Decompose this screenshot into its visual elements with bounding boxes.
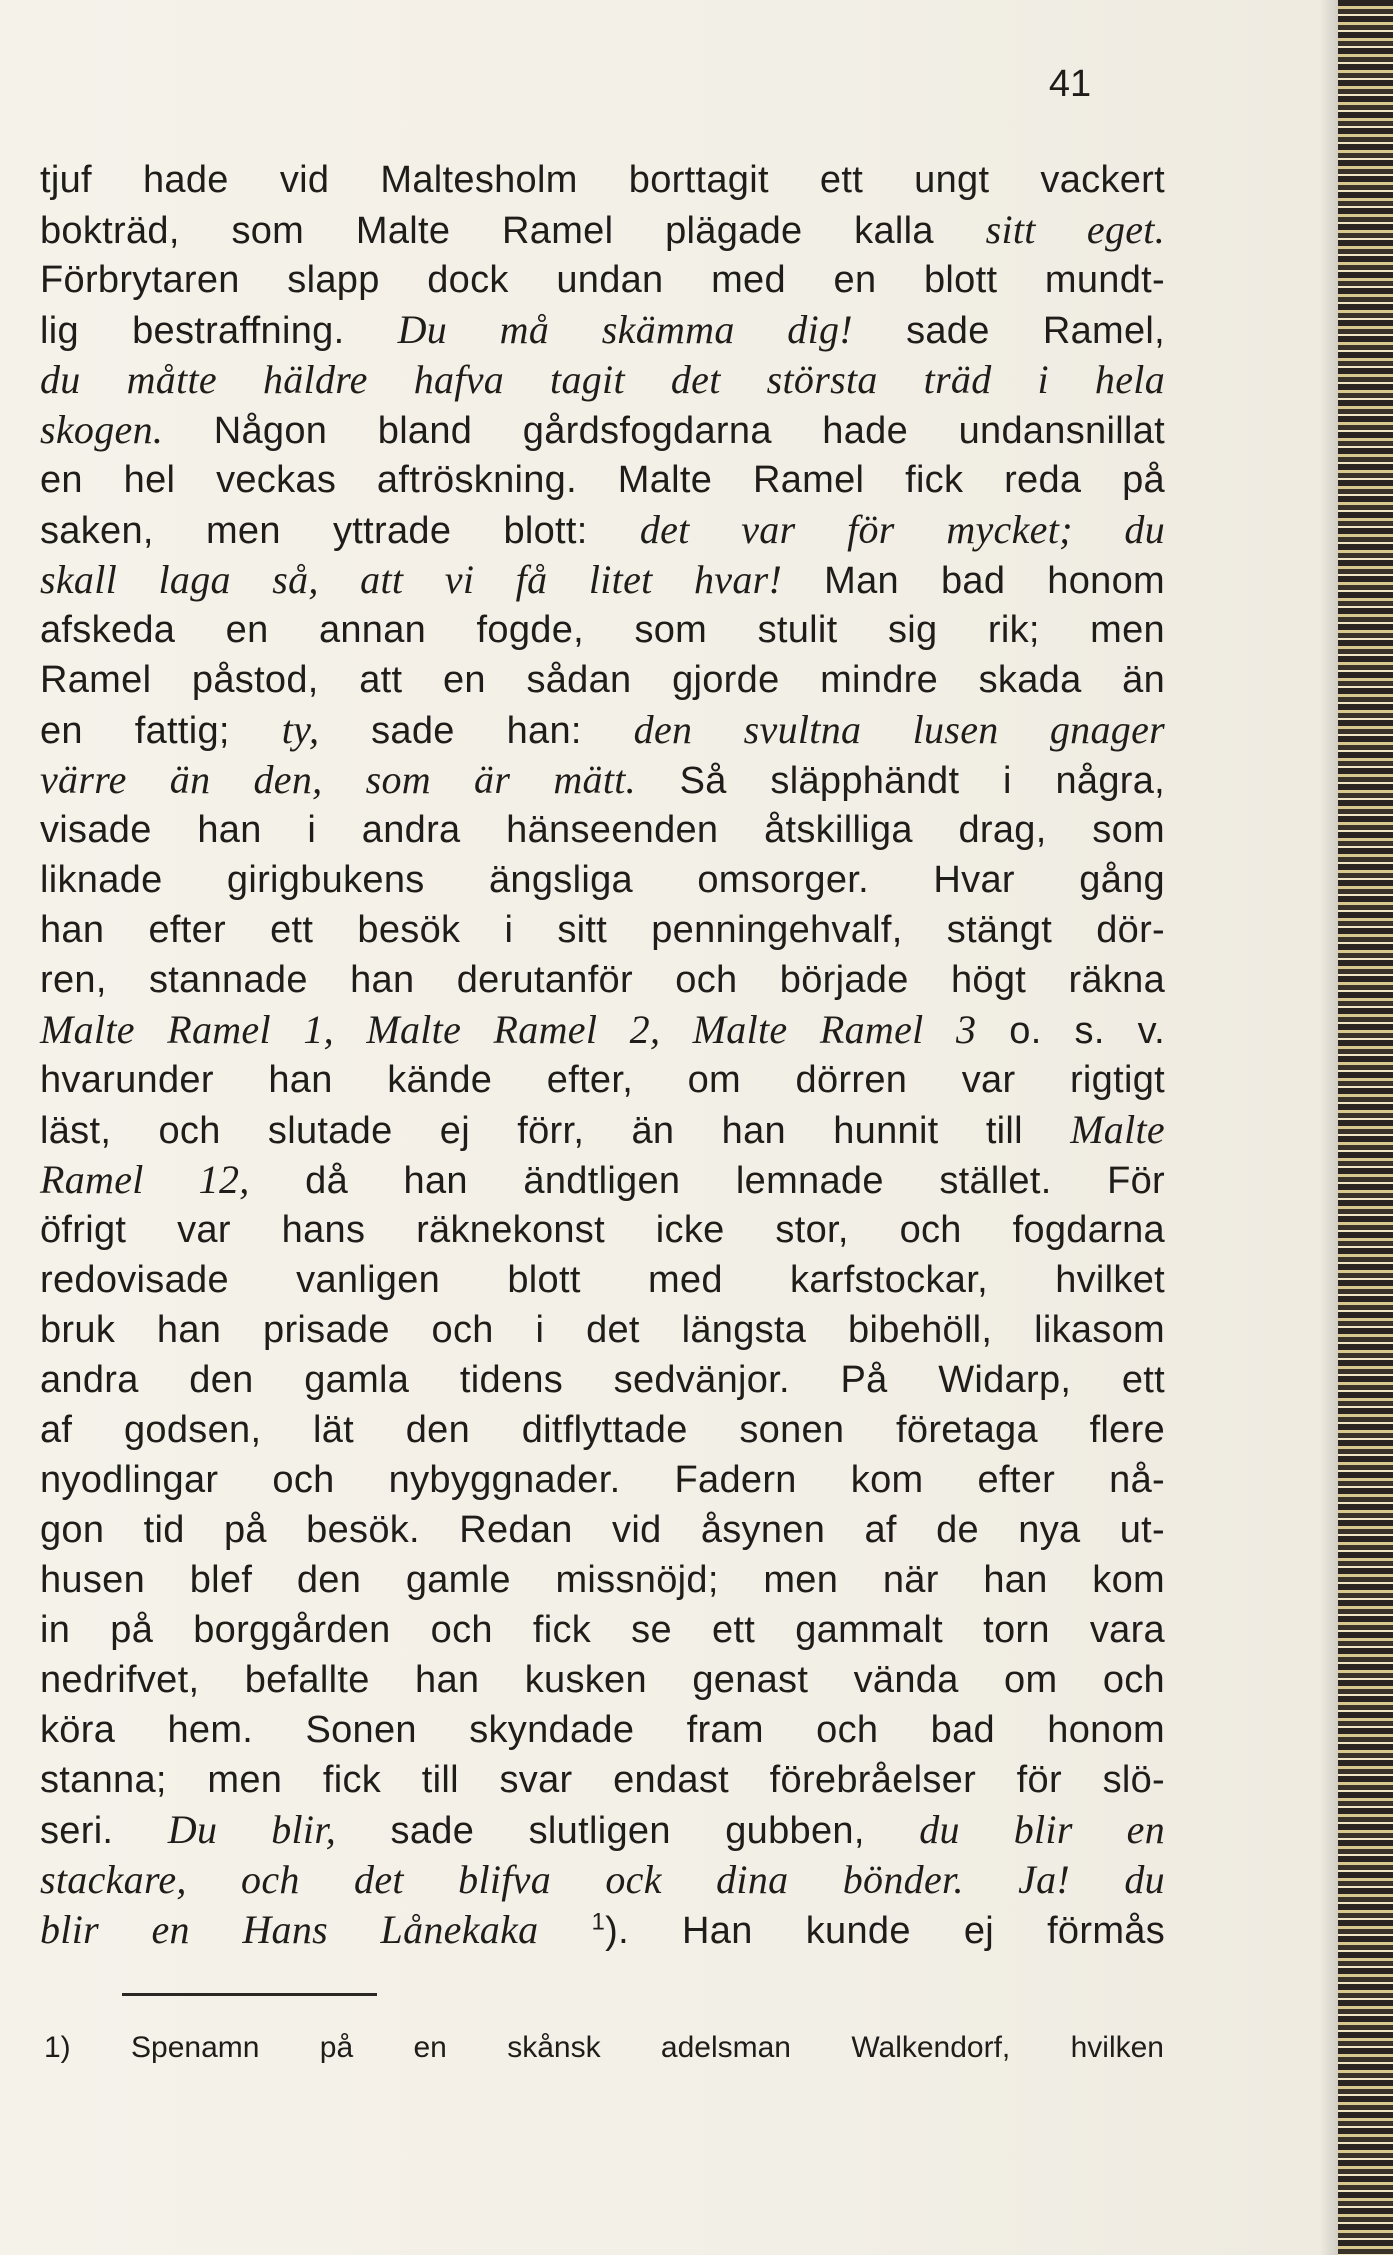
text-line xyxy=(40,1755,1165,1805)
text-run: bruk han prisade och i det längsta bibehöll, likasom xyxy=(40,1309,1165,1351)
text-run: läst, och slutade ej förr, än han hunnit till xyxy=(40,1110,1071,1152)
text-line xyxy=(40,955,1165,1005)
text-run: tjuf hade vid Maltesholm borttagit ett ungt vackert xyxy=(40,159,1165,201)
italic-text: den svultna lusen gnager xyxy=(633,707,1166,752)
text-run: stanna; men fick till svar endast förebråelser för slö- xyxy=(40,1759,1165,1801)
italic-text: Malte Ramel 1, Malte Ramel 2, Malte Ramel 3 xyxy=(40,1007,977,1052)
footnote: 1) Spenamn på en skånsk adelsman Walkendorf, hvilken xyxy=(44,2031,1164,2064)
text-line xyxy=(40,155,1165,205)
text-run: lig bestraffning. xyxy=(40,310,398,352)
book-edge xyxy=(1338,0,1393,2255)
text-run xyxy=(538,1910,591,1952)
text-line xyxy=(40,1555,1165,1605)
body-text xyxy=(40,155,1165,1955)
text-line xyxy=(40,255,1165,305)
text-run: Så släpphändt i några, xyxy=(635,760,1165,802)
italic-text: sitt eget. xyxy=(985,207,1166,252)
text-run: Förbrytaren slapp dock undan med en blott mundt- xyxy=(40,259,1165,301)
italic-text: Du må skämma dig! xyxy=(397,307,853,352)
text-line xyxy=(40,1855,1165,1905)
page-number: 41 xyxy=(1048,63,1092,105)
text-line xyxy=(40,355,1165,405)
text-line xyxy=(40,1605,1165,1655)
text-run: köra hem. Sonen skyndade fram och bad honom xyxy=(40,1709,1165,1751)
text-run: Man bad honom xyxy=(782,560,1165,602)
text-line xyxy=(40,755,1165,805)
text-line xyxy=(40,205,1165,255)
text-line xyxy=(40,1455,1165,1505)
text-run: seri. xyxy=(40,1810,168,1852)
text-run: o. s. v. xyxy=(976,1010,1166,1052)
text-run: öfrigt var hans räknekonst icke stor, och fogdarna xyxy=(40,1209,1165,1251)
text-line xyxy=(40,405,1165,455)
italic-text: Malte xyxy=(1070,1107,1165,1152)
text-line xyxy=(40,1255,1165,1305)
text-run: nedrifvet, befallte han kusken genast vända om och xyxy=(40,1659,1165,1701)
text-run: han efter ett besök i sitt penningehvalf, stängt dör- xyxy=(40,909,1165,951)
text-line xyxy=(40,805,1165,855)
italic-text: ty, xyxy=(281,707,320,752)
text-line xyxy=(40,1505,1165,1555)
text-run: ren, stannade han derutanför och började högt räkna xyxy=(40,959,1165,1001)
text-line xyxy=(40,905,1165,955)
italic-text: Du blir, xyxy=(167,1807,337,1852)
text-run: bokträd, som Malte Ramel plägade kalla xyxy=(40,210,986,252)
text-line xyxy=(40,1055,1165,1105)
text-run: nyodlingar och nybyggnader. Fadern kom efter nå- xyxy=(40,1459,1165,1501)
text-run: Ramel påstod, att en sådan gjorde mindre skada än xyxy=(40,659,1165,701)
italic-text: Ramel 12, xyxy=(40,1157,250,1202)
text-line xyxy=(40,1205,1165,1255)
text-line xyxy=(40,1655,1165,1705)
text-run: då han ändtligen lemnade stället. För xyxy=(249,1160,1165,1202)
text-line xyxy=(40,705,1165,755)
text-run: ). Han kunde ej förmås xyxy=(605,1910,1166,1952)
text-line xyxy=(40,555,1165,605)
text-run: hvarunder han kände efter, om dörren var rigtigt xyxy=(40,1059,1165,1101)
text-line xyxy=(40,855,1165,905)
text-line xyxy=(40,605,1165,655)
text-run: redovisade vanligen blott med karfstockar, hvilket xyxy=(40,1259,1165,1301)
italic-text: du måtte häldre hafva tagit det största träd i hela xyxy=(40,357,1165,402)
text-line xyxy=(40,455,1165,505)
text-run: af godsen, lät den ditflyttade sonen företaga flere xyxy=(40,1409,1165,1451)
text-run: sade Ramel, xyxy=(852,310,1165,352)
text-line xyxy=(40,1405,1165,1455)
text-run: andra den gamla tidens sedvänjor. På Widarp, ett xyxy=(40,1359,1165,1401)
italic-text: du blir en xyxy=(919,1807,1165,1852)
text-run: Någon bland gårdsfogdarna hade undansnillat xyxy=(163,410,1165,452)
text-line xyxy=(40,505,1165,555)
text-line xyxy=(40,1705,1165,1755)
text-run: en fattig; xyxy=(40,710,282,752)
text-line xyxy=(40,1305,1165,1355)
italic-text: det var för mycket; du xyxy=(639,507,1165,552)
text-run: saken, men yttrade blott: xyxy=(40,510,640,552)
text-run: en hel veckas aftröskning. Malte Ramel fick reda på xyxy=(40,459,1165,501)
page-gutter-shadow xyxy=(1320,0,1338,2255)
text-line xyxy=(40,1155,1165,1205)
text-line xyxy=(40,1905,1165,1955)
text-line xyxy=(40,1005,1165,1055)
italic-text: skogen. xyxy=(40,407,164,452)
text-run: gon tid på besök. Redan vid åsynen af de nya ut- xyxy=(40,1509,1165,1551)
text-line xyxy=(40,655,1165,705)
text-line xyxy=(40,1105,1165,1155)
text-run: sade slutligen gubben, xyxy=(336,1810,920,1852)
text-run: sade han: xyxy=(319,710,634,752)
italic-text: blir en Hans Lånekaka xyxy=(40,1907,539,1952)
footnote-marker: 1 xyxy=(591,1908,606,1936)
text-line xyxy=(40,1805,1165,1855)
italic-text: skall laga så, att vi få litet hvar! xyxy=(40,557,783,602)
italic-text: värre än den, som är mätt. xyxy=(40,757,636,802)
text-run: husen blef den gamle missnöjd; men när han kom xyxy=(40,1559,1165,1601)
text-run: visade han i andra hänseenden åtskilliga drag, som xyxy=(40,809,1165,851)
italic-text: stackare, och det blifva ock dina bönder. Ja! du xyxy=(40,1857,1165,1902)
text-line xyxy=(40,305,1165,355)
text-line xyxy=(40,1355,1165,1405)
text-run: liknade girigbukens ängsliga omsorger. Hvar gång xyxy=(40,859,1165,901)
footnote-rule xyxy=(122,1993,377,1996)
text-run: in på borggården och fick se ett gammalt torn vara xyxy=(40,1609,1165,1651)
text-run: afskeda en annan fogde, som stulit sig rik; men xyxy=(40,609,1165,651)
